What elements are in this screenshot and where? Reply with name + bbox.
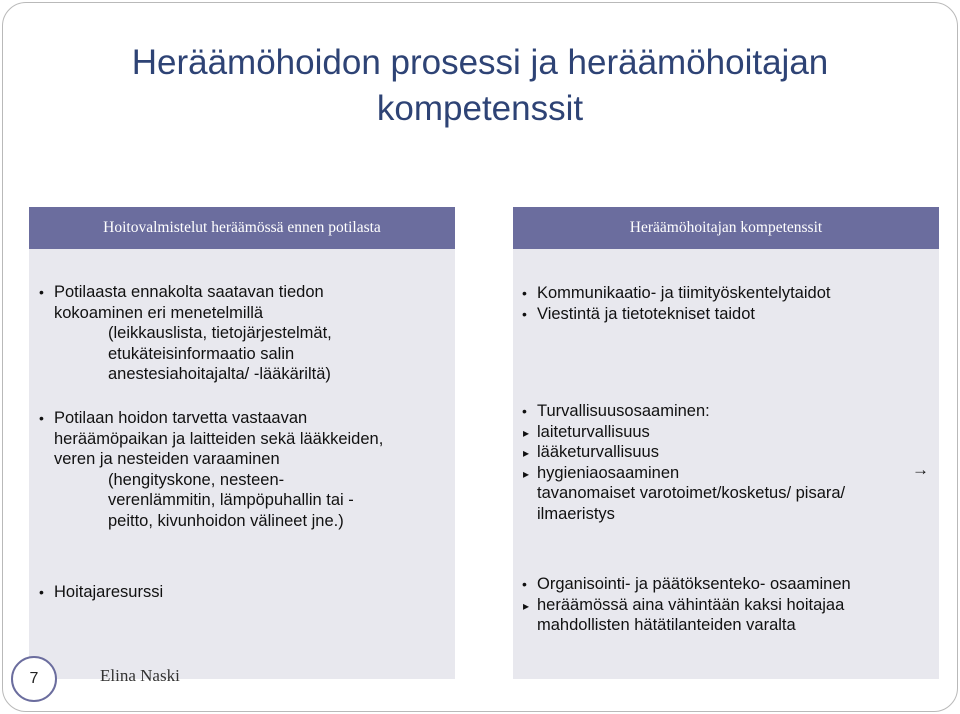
bullet-text: (leikkauslista, tietojärjestelmät, [108,324,332,342]
triangle-right-icon: ▸ [523,425,530,440]
triangle-right-icon: ▸ [523,598,530,613]
bullet-text: (hengityskone, nesteen- [108,470,285,489]
sub-item-label: heräämössä aina vähintään kaksi hoitajaa [537,595,845,614]
bullet-text: • Turvallisuusosaaminen: [517,401,937,422]
bullet-text: etukäteisinformaatio salin [108,344,295,363]
slide-title [60,40,900,132]
bullet-text: • Potilaasta ennakolta saatavan tiedon [34,282,454,303]
bullet-text: • Kommunikaatio- ja tiimityöskentelytaidot [517,283,937,304]
right-item-2 [517,401,937,524]
bullet-text: • Viestintä ja tietotekniset taidot [517,304,937,325]
bullet-text: • Potilaan hoidon tarvetta vastaavan [34,408,454,429]
slide-title-line2: kompetenssit [376,89,584,128]
left-panel-header: Hoitovalmistelut heräämössä ennen potilasta [29,207,455,249]
bullet-text: ilmaeristys [537,504,615,523]
sub-item [517,463,937,484]
bullet-text: heräämöpaikan ja laitteiden sekä lääkkeiden, [54,429,384,448]
bullet-text: veren ja nesteiden varaaminen [54,450,280,468]
sub-item [517,422,937,443]
sub-item-label: lääketurvallisuus [537,443,659,461]
sub-item-label: hygieniaosaaminen [537,463,680,482]
right-panel-header: Heräämöhoitajan kompetenssit [513,207,939,249]
bullet-text: • Organisointi- ja päätöksenteko- osaaminen [517,574,937,595]
triangle-right-icon: ▸ [523,466,530,481]
sub-item [517,595,937,616]
bullet-text: peitto, kivunhoidon välineet jne.) [108,511,344,530]
triangle-right-icon: ▸ [523,446,530,460]
bullet-text: tavanomaiset varotoimet/kosketus/ pisara/ [537,484,846,502]
sub-item-label: laiteturvallisuus [537,422,650,441]
bullet-text: mahdollisten hätätilanteiden varalta [537,616,796,634]
right-item-3 [517,574,937,636]
author-name: Elina Naski [100,666,180,685]
sub-item [517,442,937,463]
bullet-text: • Hoitajaresurssi [34,582,454,603]
arrow-right-icon: → [912,460,929,479]
bullet-text: kokoaminen eri menetelmillä [54,303,264,322]
bullet-text: verenlämmitin, lämpöpuhallin tai - [108,491,354,509]
left-item-1 [34,282,454,385]
right-item-1 [517,283,937,324]
left-item-3 [34,582,454,603]
bullet-text: anestesiahoitajalta/ -lääkäriltä) [108,365,331,383]
page-number: 7 [11,656,57,702]
left-item-2 [34,408,454,531]
slide-title-line1: Heräämöhoidon prosessi ja heräämöhoitajan [131,43,829,82]
